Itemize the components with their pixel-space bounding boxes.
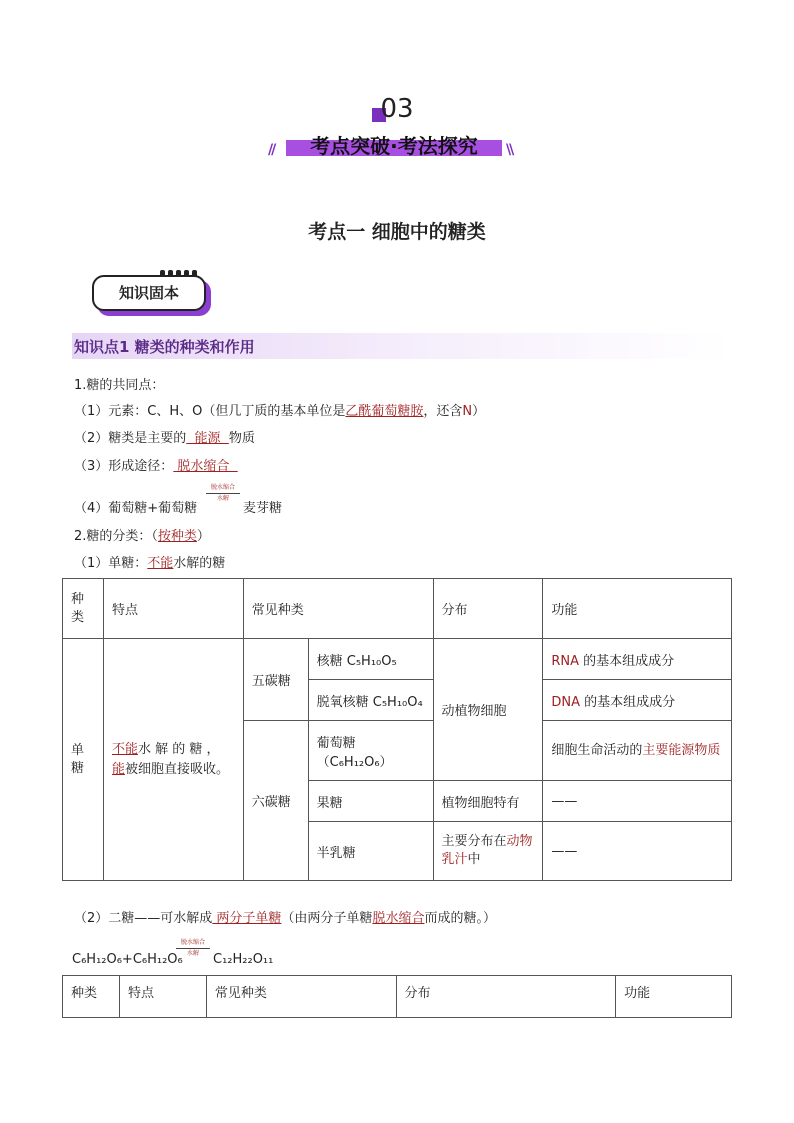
disaccharide-table: [62, 975, 732, 1018]
header-cell: 种类: [63, 976, 120, 1018]
function-cell: RNA 的基本组成成分: [543, 639, 732, 680]
feature-cell: 不能水 解 的 糖 ， 能被细胞直接吸收。: [103, 639, 243, 881]
header-cell: 特点: [119, 976, 206, 1018]
text-line: C₁₂H₂₂O₁₁: [213, 952, 274, 967]
header-cell: 功能: [616, 976, 732, 1018]
header-cell: 常见种类: [206, 976, 396, 1018]
reaction-arrow: 脱水缩合 水解: [206, 484, 240, 503]
sugar-cell: 核糖 C₅H₁₀O₅: [308, 639, 433, 680]
distribution-cell: 主要分布在动物乳汁中: [433, 822, 543, 881]
header-cell: 功能: [543, 579, 732, 639]
header-cell: 分布: [433, 579, 543, 639]
kind-cell: 单糖: [63, 639, 104, 881]
text-line: （2）二糖——可水解成 两分子单糖（由两分子单糖脱水缩合而成的糖。）: [74, 911, 496, 926]
six-carbon-cell: 六碳糖: [243, 721, 308, 881]
header-cell: 种类: [63, 579, 104, 639]
function-cell: DNA 的基本组成成分: [543, 680, 732, 721]
header-cell: 特点: [103, 579, 243, 639]
function-cell: 细胞生命活动的主要能源物质: [543, 721, 732, 781]
sugar-cell: 脱氧核糖 C₅H₁₀O₄: [308, 680, 433, 721]
text-line: （2）糖类是主要的 能源 物质: [74, 431, 255, 446]
header-cell: 分布: [396, 976, 616, 1018]
reaction-arrow: 脱水缩合 水解: [176, 939, 210, 958]
monosaccharide-table: [62, 578, 732, 881]
sugar-cell: 半乳糖: [308, 822, 433, 881]
five-carbon-cell: 五碳糖: [243, 639, 308, 721]
header-cell: 常见种类: [243, 579, 433, 639]
text-line: （4）葡萄糖+葡萄糖: [74, 501, 198, 516]
text-line: C₆H₁₂O₆+C₆H₁₂O₆: [72, 952, 183, 967]
knowledge-badge: [92, 275, 206, 311]
text-line: 麦芽糖: [243, 501, 283, 516]
text-line: 2.糖的分类：（按种类）: [74, 529, 210, 544]
banner-slash-right: \\: [506, 142, 513, 158]
function-cell: ——: [543, 781, 732, 822]
text-line: （1）元素：C、H、O（但几丁质的基本单位是乙酰葡萄糖胺，还含N）: [74, 404, 486, 419]
text-line: 1.糖的共同点：: [74, 378, 165, 393]
knowledge-point-title: 知识点1 糖类的种类和作用: [74, 338, 255, 356]
sugar-cell: 葡萄糖（C₆H₁₂O₆）: [308, 721, 433, 781]
distribution-cell: 植物细胞特有: [433, 781, 543, 822]
text-line: （1）单糖：不能水解的糖: [74, 556, 226, 571]
banner-title: 考点突破·考法探究: [310, 134, 478, 158]
section-number: 03: [380, 94, 414, 124]
text-line: （3）形成途径： 脱水缩合: [74, 459, 238, 474]
function-cell: ——: [543, 822, 732, 881]
badge-label: 知识固本: [118, 284, 179, 302]
topic-title: 考点一 细胞中的糖类: [308, 221, 486, 243]
distribution-cell: 动植物细胞: [433, 639, 543, 781]
banner-slash-left: //: [268, 142, 275, 158]
sugar-cell: 果糖: [308, 781, 433, 822]
